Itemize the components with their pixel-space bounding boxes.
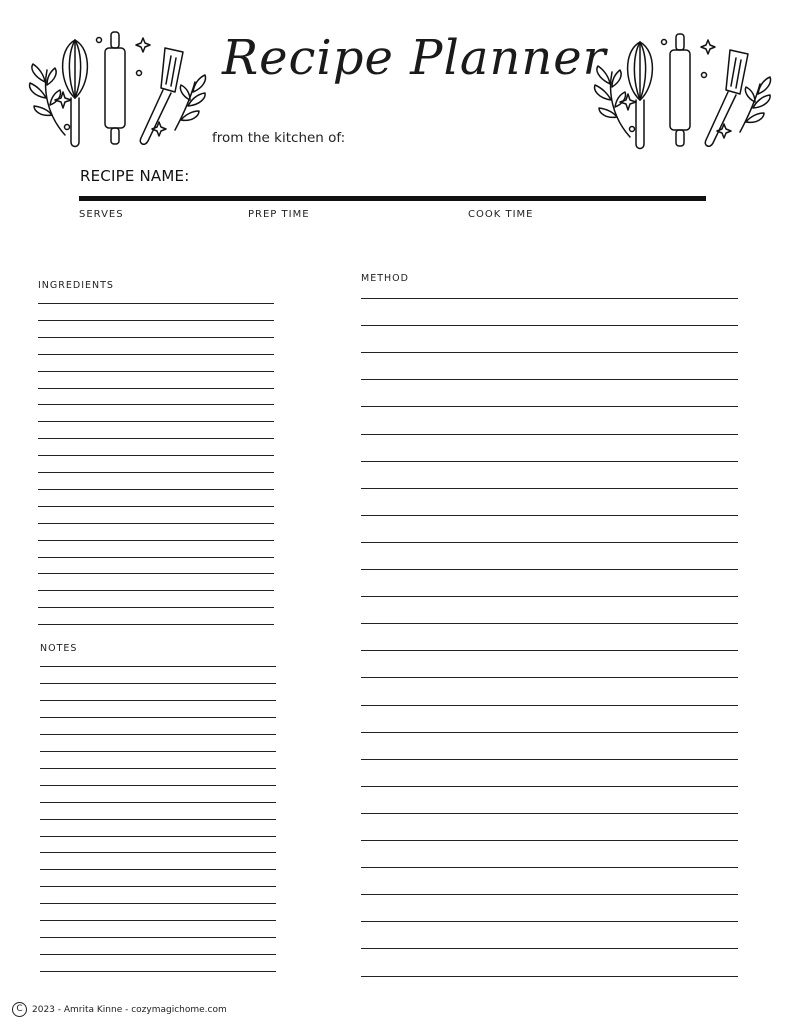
method-line <box>361 894 738 895</box>
note-line <box>40 869 276 870</box>
method-line <box>361 298 738 299</box>
note-line <box>40 937 276 938</box>
method-line <box>361 542 738 543</box>
ingredient-line <box>38 371 274 372</box>
note-line <box>40 683 276 684</box>
ingredient-line <box>38 303 274 304</box>
leaf-sprig-icon <box>740 77 771 132</box>
ingredient-line <box>38 573 274 574</box>
note-line <box>40 954 276 955</box>
method-line <box>361 488 738 489</box>
kitchen-tools-illustration-right <box>590 32 780 157</box>
method-line <box>361 434 738 435</box>
spatula-icon <box>140 48 183 144</box>
ingredient-line <box>38 455 274 456</box>
page-title: Recipe Planner <box>222 30 607 86</box>
ingredient-line <box>38 523 274 524</box>
note-line <box>40 734 276 735</box>
ingredient-line <box>38 404 274 405</box>
ingredient-line <box>38 506 274 507</box>
rolling-pin-icon <box>105 32 125 144</box>
ingredient-line <box>38 438 274 439</box>
method-line <box>361 786 738 787</box>
note-line <box>40 819 276 820</box>
method-line <box>361 352 738 353</box>
method-line <box>361 948 738 949</box>
method-line <box>361 677 738 678</box>
recipe-name-underline <box>79 196 706 201</box>
method-line <box>361 379 738 380</box>
ingredient-line <box>38 557 274 558</box>
ingredient-line <box>38 388 274 389</box>
note-line <box>40 768 276 769</box>
method-line <box>361 406 738 407</box>
ingredient-line <box>38 624 274 625</box>
note-line <box>40 785 276 786</box>
note-line <box>40 886 276 887</box>
kitchen-label: from the kitchen of: <box>212 130 346 146</box>
copyright-icon: C <box>12 1002 27 1017</box>
method-line <box>361 921 738 922</box>
note-line <box>40 666 276 667</box>
method-line <box>361 705 738 706</box>
ingredients-heading: INGREDIENTS <box>38 280 114 291</box>
ingredient-line <box>38 421 274 422</box>
ingredient-line <box>38 590 274 591</box>
whisk-icon <box>628 42 653 149</box>
spatula-icon <box>705 50 748 146</box>
prep-time-label: PREP TIME <box>248 209 310 220</box>
method-line <box>361 867 738 868</box>
ingredient-line <box>38 540 274 541</box>
ingredient-line <box>38 489 274 490</box>
note-line <box>40 920 276 921</box>
note-line <box>40 903 276 904</box>
whisk-icon <box>63 40 88 147</box>
note-line <box>40 836 276 837</box>
note-line <box>40 717 276 718</box>
ingredient-line <box>38 337 274 338</box>
footer-text: 2023 - Amrita Kinne - cozymagichome.com <box>32 1004 227 1015</box>
leaf-sprig-icon <box>30 64 65 135</box>
note-line <box>40 751 276 752</box>
method-line <box>361 325 738 326</box>
ingredient-line <box>38 320 274 321</box>
notes-heading: NOTES <box>40 643 78 654</box>
method-line <box>361 732 738 733</box>
ingredient-line <box>38 472 274 473</box>
footer <box>12 1002 227 1017</box>
cook-time-label: COOK TIME <box>468 209 534 220</box>
method-line <box>361 813 738 814</box>
note-line <box>40 700 276 701</box>
rolling-pin-icon <box>670 34 690 146</box>
method-line <box>361 569 738 570</box>
method-line <box>361 515 738 516</box>
note-line <box>40 852 276 853</box>
method-line <box>361 976 738 977</box>
kitchen-tools-illustration-left <box>25 30 215 155</box>
method-line <box>361 840 738 841</box>
recipe-name-label: RECIPE NAME: <box>80 167 190 185</box>
note-line <box>40 971 276 972</box>
serves-label: SERVES <box>79 209 124 220</box>
leaf-sprig-icon <box>175 75 206 130</box>
method-line <box>361 759 738 760</box>
note-line <box>40 802 276 803</box>
method-heading: METHOD <box>361 273 409 284</box>
ingredient-line <box>38 354 274 355</box>
method-line <box>361 461 738 462</box>
method-line <box>361 623 738 624</box>
method-line <box>361 596 738 597</box>
ingredient-line <box>38 607 274 608</box>
method-line <box>361 650 738 651</box>
